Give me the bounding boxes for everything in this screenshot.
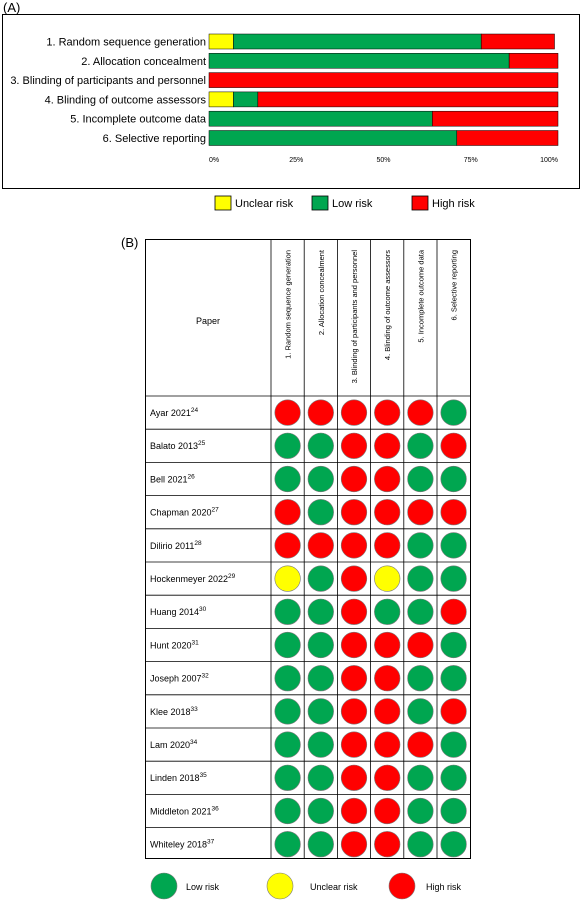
category-label: 6. Selective reporting bbox=[102, 133, 206, 145]
rating-circle-high bbox=[374, 831, 400, 857]
rating-circle-high bbox=[341, 466, 367, 492]
rating-circle-high bbox=[408, 400, 434, 426]
bar-chart-legend bbox=[0, 190, 584, 220]
column-header: 4. Blinding of outcome assessors bbox=[383, 250, 393, 361]
bar-segment bbox=[209, 111, 432, 126]
rating-circle-high bbox=[374, 533, 400, 559]
paper-ref: 34 bbox=[190, 739, 198, 746]
rating-circle-high bbox=[374, 798, 400, 824]
x-tick-label: 50% bbox=[376, 156, 391, 164]
paper-name: Klee 2018 bbox=[150, 706, 191, 717]
column-header: 5. Incomplete outcome data bbox=[416, 250, 426, 343]
paper-name: Lam 2020 bbox=[150, 740, 191, 750]
paper-name: Huang 2014 bbox=[150, 607, 200, 618]
rating-circle-low bbox=[308, 665, 334, 691]
rating-circle-high bbox=[308, 533, 334, 559]
column-header: 2. Allocation concealment bbox=[316, 250, 326, 336]
rating-circle-high bbox=[275, 400, 301, 426]
paper-label bbox=[150, 673, 209, 684]
rating-circle-low bbox=[308, 798, 334, 824]
rating-circle-low bbox=[308, 433, 334, 459]
panel-a-label: (A) bbox=[3, 0, 21, 15]
category-label: 3. Blinding of participants and personnel bbox=[10, 75, 206, 88]
summary-table-svg bbox=[146, 240, 470, 858]
rating-circle-high bbox=[374, 499, 400, 525]
rating-circle-low bbox=[275, 765, 301, 791]
paper-label bbox=[150, 407, 198, 418]
rating-circle-low bbox=[408, 466, 434, 492]
category-label: 5. Incomplete outcome data bbox=[70, 113, 206, 126]
paper-name: Hunt 2020 bbox=[150, 640, 192, 651]
rating-circle-high bbox=[341, 765, 367, 791]
legend-label: Low risk bbox=[186, 882, 220, 892]
bar-segment bbox=[481, 34, 554, 49]
paper-label bbox=[150, 805, 219, 816]
rating-circle-high bbox=[374, 765, 400, 791]
rating-circle-high bbox=[408, 499, 434, 525]
rating-circle-high bbox=[275, 533, 301, 559]
paper-ref: 32 bbox=[201, 672, 209, 680]
column-header: 6. Selective reporting bbox=[449, 250, 459, 321]
rating-circle-low bbox=[308, 599, 334, 625]
legend-label: High risk bbox=[432, 198, 475, 210]
rating-circle-high bbox=[408, 632, 434, 658]
rating-circle-high bbox=[374, 732, 400, 758]
rating-circle-high bbox=[408, 732, 434, 758]
risk-of-bias-bar-chart bbox=[2, 14, 580, 189]
rating-circle-low bbox=[441, 533, 467, 559]
rating-circle-low bbox=[408, 798, 434, 824]
rating-circle-high bbox=[341, 699, 367, 725]
rating-circle-high bbox=[275, 499, 301, 525]
paper-ref: 35 bbox=[199, 772, 207, 780]
rating-circle-low bbox=[374, 599, 400, 625]
paper-ref: 31 bbox=[191, 639, 199, 647]
paper-ref: 25 bbox=[198, 440, 206, 448]
x-tick-label: 0% bbox=[209, 156, 220, 164]
rating-circle-high bbox=[341, 732, 367, 758]
risk-of-bias-summary-table bbox=[145, 239, 471, 859]
bar-segment bbox=[457, 131, 558, 146]
column-header: 1. Random sequence generation bbox=[283, 250, 293, 359]
paper-label bbox=[150, 739, 198, 750]
paper-name: Chapman 2020 bbox=[150, 507, 212, 518]
category-label: 1. Random sequence generation bbox=[46, 36, 206, 49]
legend-swatch bbox=[312, 196, 328, 210]
rating-circle-low bbox=[275, 632, 301, 658]
category-label: 4. Blinding of outcome assessors bbox=[44, 94, 206, 107]
legend-circle-low bbox=[151, 873, 177, 899]
bar-chart-svg bbox=[3, 15, 579, 188]
rating-circle-high bbox=[374, 632, 400, 658]
rating-circle-unclear bbox=[275, 566, 301, 592]
paper-label bbox=[150, 473, 195, 484]
legend-label: Unclear risk bbox=[235, 198, 294, 210]
rating-circle-low bbox=[308, 699, 334, 725]
rating-circle-high bbox=[341, 599, 367, 625]
paper-ref: 24 bbox=[190, 407, 199, 414]
legend-circle-unclear bbox=[267, 873, 293, 899]
rating-circle-high bbox=[441, 599, 467, 625]
bar-segment bbox=[509, 53, 558, 68]
rating-circle-low bbox=[275, 433, 301, 459]
rating-circle-low bbox=[441, 765, 467, 791]
rating-circle-low bbox=[275, 699, 301, 725]
rating-circle-low bbox=[308, 831, 334, 857]
rating-circle-low bbox=[441, 732, 467, 758]
rating-circle-high bbox=[374, 699, 400, 725]
rating-circle-low bbox=[441, 831, 467, 857]
paper-ref: 37 bbox=[207, 838, 215, 846]
rating-circle-low bbox=[441, 798, 467, 824]
rating-circle-high bbox=[341, 798, 367, 824]
rating-circle-low bbox=[408, 665, 434, 691]
paper-ref: 28 bbox=[194, 539, 202, 547]
bar-segment bbox=[209, 131, 457, 146]
bar-segment bbox=[233, 34, 481, 49]
panel-b-label: (B) bbox=[121, 235, 139, 250]
rating-circle-low bbox=[441, 566, 467, 592]
paper-label bbox=[150, 573, 236, 584]
rating-circle-high bbox=[341, 433, 367, 459]
rating-circle-high bbox=[308, 400, 334, 426]
paper-ref: 27 bbox=[211, 506, 219, 514]
legend-circle-high bbox=[389, 873, 415, 899]
rating-circle-low bbox=[275, 831, 301, 857]
rating-circle-high bbox=[441, 433, 467, 459]
rating-circle-high bbox=[374, 400, 400, 426]
bar-segment bbox=[258, 92, 558, 107]
paper-name: Joseph 2007 bbox=[150, 673, 202, 684]
rating-circle-high bbox=[341, 499, 367, 525]
rating-circle-low bbox=[441, 400, 467, 426]
rating-circle-unclear bbox=[374, 566, 400, 592]
rating-circle-high bbox=[441, 499, 467, 525]
legend-swatch bbox=[215, 196, 231, 210]
rating-circle-low bbox=[308, 499, 334, 525]
legend-label: Unclear risk bbox=[310, 882, 358, 892]
x-tick-label: 100% bbox=[540, 156, 558, 164]
paper-ref: 26 bbox=[187, 473, 195, 481]
legend-label: Low risk bbox=[332, 198, 373, 210]
bar-segment bbox=[209, 34, 233, 49]
rating-circle-low bbox=[441, 665, 467, 691]
table-header-paper: Paper bbox=[195, 316, 221, 326]
rating-circle-high bbox=[341, 533, 367, 559]
paper-label bbox=[150, 839, 215, 850]
paper-label bbox=[150, 639, 199, 650]
paper-label bbox=[150, 440, 206, 451]
rating-circle-low bbox=[408, 831, 434, 857]
rating-circle-low bbox=[308, 632, 334, 658]
rating-circle-high bbox=[341, 831, 367, 857]
paper-ref: 33 bbox=[190, 705, 198, 713]
rating-circle-high bbox=[374, 433, 400, 459]
rating-circle-low bbox=[308, 466, 334, 492]
rating-circle-high bbox=[374, 466, 400, 492]
legend-label: High risk bbox=[426, 882, 462, 892]
paper-name: Middleton 2021 bbox=[150, 806, 212, 817]
rating-circle-low bbox=[275, 798, 301, 824]
paper-name: Balato 2013 bbox=[150, 441, 199, 452]
paper-label bbox=[150, 772, 207, 783]
rating-circle-low bbox=[408, 433, 434, 459]
rating-circle-low bbox=[441, 466, 467, 492]
rating-circle-low bbox=[275, 732, 301, 758]
paper-name: Ayar 2021 bbox=[150, 408, 191, 418]
rating-circle-high bbox=[341, 665, 367, 691]
rating-circle-low bbox=[308, 566, 334, 592]
paper-ref: 29 bbox=[228, 573, 236, 580]
legend-swatch bbox=[412, 196, 428, 210]
paper-name: Linden 2018 bbox=[150, 773, 200, 784]
paper-name: Whiteley 2018 bbox=[150, 839, 208, 850]
paper-name: Dilirio 2011 bbox=[150, 540, 195, 551]
rating-circle-low bbox=[308, 732, 334, 758]
paper-ref: 36 bbox=[211, 805, 219, 813]
rating-circle-low bbox=[308, 765, 334, 791]
paper-ref: 30 bbox=[199, 606, 207, 614]
bar-segment bbox=[209, 73, 558, 88]
rating-circle-low bbox=[275, 466, 301, 492]
rating-circle-high bbox=[374, 665, 400, 691]
rating-circle-low bbox=[408, 765, 434, 791]
rating-circle-low bbox=[408, 699, 434, 725]
bar-segment bbox=[432, 111, 558, 126]
rating-circle-high bbox=[341, 632, 367, 658]
rating-circle-high bbox=[341, 566, 367, 592]
rating-circle-low bbox=[408, 533, 434, 559]
paper-label bbox=[150, 507, 219, 518]
paper-label bbox=[150, 606, 207, 617]
bar-segment bbox=[209, 53, 509, 68]
rating-circle-low bbox=[275, 665, 301, 691]
paper-name: Hockenmeyer 2022 bbox=[150, 574, 229, 584]
rating-circle-low bbox=[441, 632, 467, 658]
summary-legend bbox=[0, 859, 584, 909]
rating-circle-low bbox=[408, 566, 434, 592]
paper-label bbox=[150, 540, 202, 551]
bar-segment bbox=[233, 92, 257, 107]
rating-circle-high bbox=[441, 699, 467, 725]
rating-circle-low bbox=[408, 599, 434, 625]
bar-segment bbox=[209, 92, 233, 107]
column-header: 3. Blinding of participants and personnel bbox=[350, 250, 359, 384]
rating-circle-low bbox=[275, 599, 301, 625]
x-tick-label: 25% bbox=[289, 156, 304, 164]
x-tick-label: 75% bbox=[463, 156, 478, 164]
paper-label bbox=[150, 706, 198, 717]
category-label: 2. Allocation concealment bbox=[81, 55, 206, 68]
rating-circle-high bbox=[341, 400, 367, 426]
paper-name: Bell 2021 bbox=[150, 474, 188, 485]
